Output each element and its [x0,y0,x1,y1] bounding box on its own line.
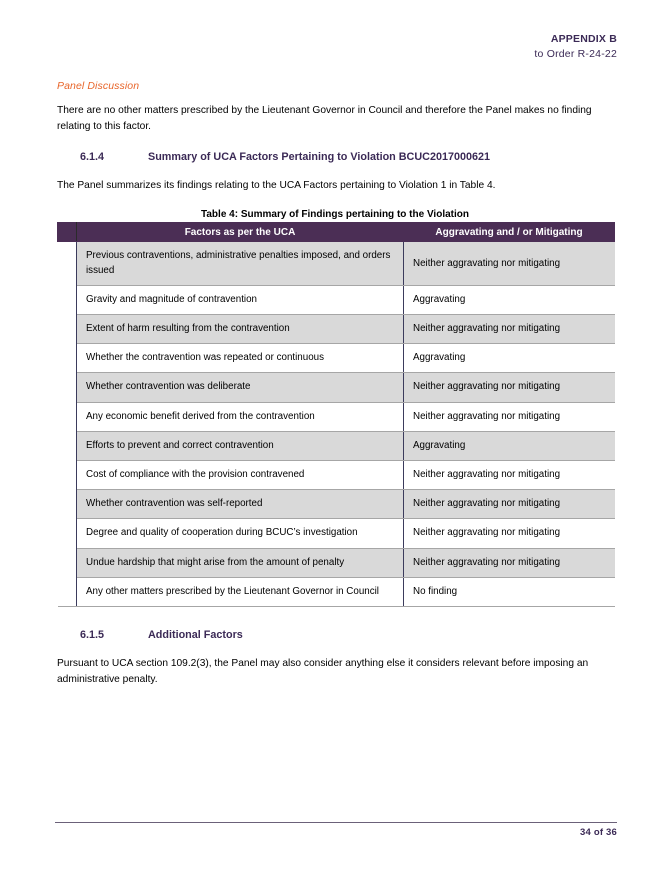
table-cell-factor: Whether contravention was deliberate [77,373,404,402]
table-header [58,223,615,242]
section-6-1-5-paragraph: Pursuant to UCA section 109.2(3), the Panel may also consider anything else it considers relevant before imposing an administrative penalty. [57,658,589,685]
table-row [58,402,615,431]
table-cell-gutter [58,402,77,431]
table-cell-factor: Previous contraventions, administrative penalties imposed, and orders issued [77,242,404,285]
section-heading-6-1-5 [57,629,615,641]
table-cell-result: Neither aggravating nor mitigating [404,461,615,490]
column-header-gutter [58,223,77,242]
table-caption: Table 4: Summary of Findings pertaining to the Violation [201,209,469,221]
table-row [58,344,615,373]
section-title-6-1-4: Summary of UCA Factors Pertaining to Violation BCUC2017000621 [148,150,490,163]
table-cell-result: Aggravating [404,344,615,373]
table-cell-result: No finding [404,577,615,606]
table-row [58,285,615,314]
table-cell-result: Aggravating [404,431,615,460]
table-cell-gutter [58,373,77,402]
column-header-factor: Factors as per the UCA [77,223,404,242]
table-row [58,431,615,460]
table-cell-gutter [58,577,77,606]
appendix-label: APPENDIX B [550,33,617,45]
panel-discussion-label: Panel Discussion [57,80,140,92]
table-cell-result: Aggravating [404,285,615,314]
table-cell-result: Neither aggravating nor mitigating [404,402,615,431]
table-cell-factor: Any other matters prescribed by the Lieutenant Governor in Council [77,577,404,606]
table-cell-factor: Any economic benefit derived from the contravention [77,402,404,431]
section-number-6-1-5: 6.1.5 [80,629,105,642]
document-header [534,32,617,62]
table-row [58,519,615,548]
table-cell-gutter [58,344,77,373]
panel-discussion-paragraph: There are no other matters prescribed by the Lieutenant Governor in Council and therefore the Panel makes no finding relating to this factor. [57,105,592,132]
table-row [58,548,615,577]
section-title-6-1-5: Additional Factors [148,629,243,642]
page-number: 34 of 36 [580,827,617,838]
document-content [57,80,615,704]
table-cell-gutter [58,490,77,519]
table-row [58,373,615,402]
table-cell-factor: Whether contravention was self-reported [77,490,404,519]
table-cell-factor: Extent of harm resulting from the contravention [77,315,404,344]
table-cell-gutter [58,461,77,490]
table-cell-gutter [58,242,77,285]
table-cell-factor: Whether the contravention was repeated or continuous [77,344,404,373]
table-cell-result: Neither aggravating nor mitigating [404,490,615,519]
table-row [58,490,615,519]
table-cell-result: Neither aggravating nor mitigating [404,242,615,285]
table-cell-factor: Undue hardship that might arise from the amount of penalty [77,548,404,577]
section-heading-6-1-4 [57,151,615,163]
table-cell-gutter [58,519,77,548]
table-cell-factor: Cost of compliance with the provision contravened [77,461,404,490]
table-cell-gutter [58,315,77,344]
table-row [58,461,615,490]
table-header-row [58,223,615,242]
order-reference: to Order R-24-22 [534,48,617,61]
section-6-1-4-intro: The Panel summarizes its findings relating to the UCA Factors pertaining to Violation 1 in Table 4. [57,179,496,191]
table-row [58,242,615,285]
document-footer [55,822,617,838]
table-row [58,577,615,606]
table-cell-result: Neither aggravating nor mitigating [404,373,615,402]
table-cell-result: Neither aggravating nor mitigating [404,315,615,344]
table-cell-factor: Efforts to prevent and correct contravention [77,431,404,460]
table-cell-factor: Degree and quality of cooperation during BCUC’s investigation [77,519,404,548]
table-body [58,242,615,607]
table-cell-result: Neither aggravating nor mitigating [404,548,615,577]
column-header-result: Aggravating and / or Mitigating [404,223,615,242]
section-number-6-1-4: 6.1.4 [80,150,105,163]
table-cell-gutter [58,285,77,314]
table-cell-result: Neither aggravating nor mitigating [404,519,615,548]
table-cell-gutter [58,548,77,577]
findings-table [57,222,615,607]
table-cell-factor: Gravity and magnitude of contravention [77,285,404,314]
table-row [58,315,615,344]
table-cell-gutter [58,431,77,460]
